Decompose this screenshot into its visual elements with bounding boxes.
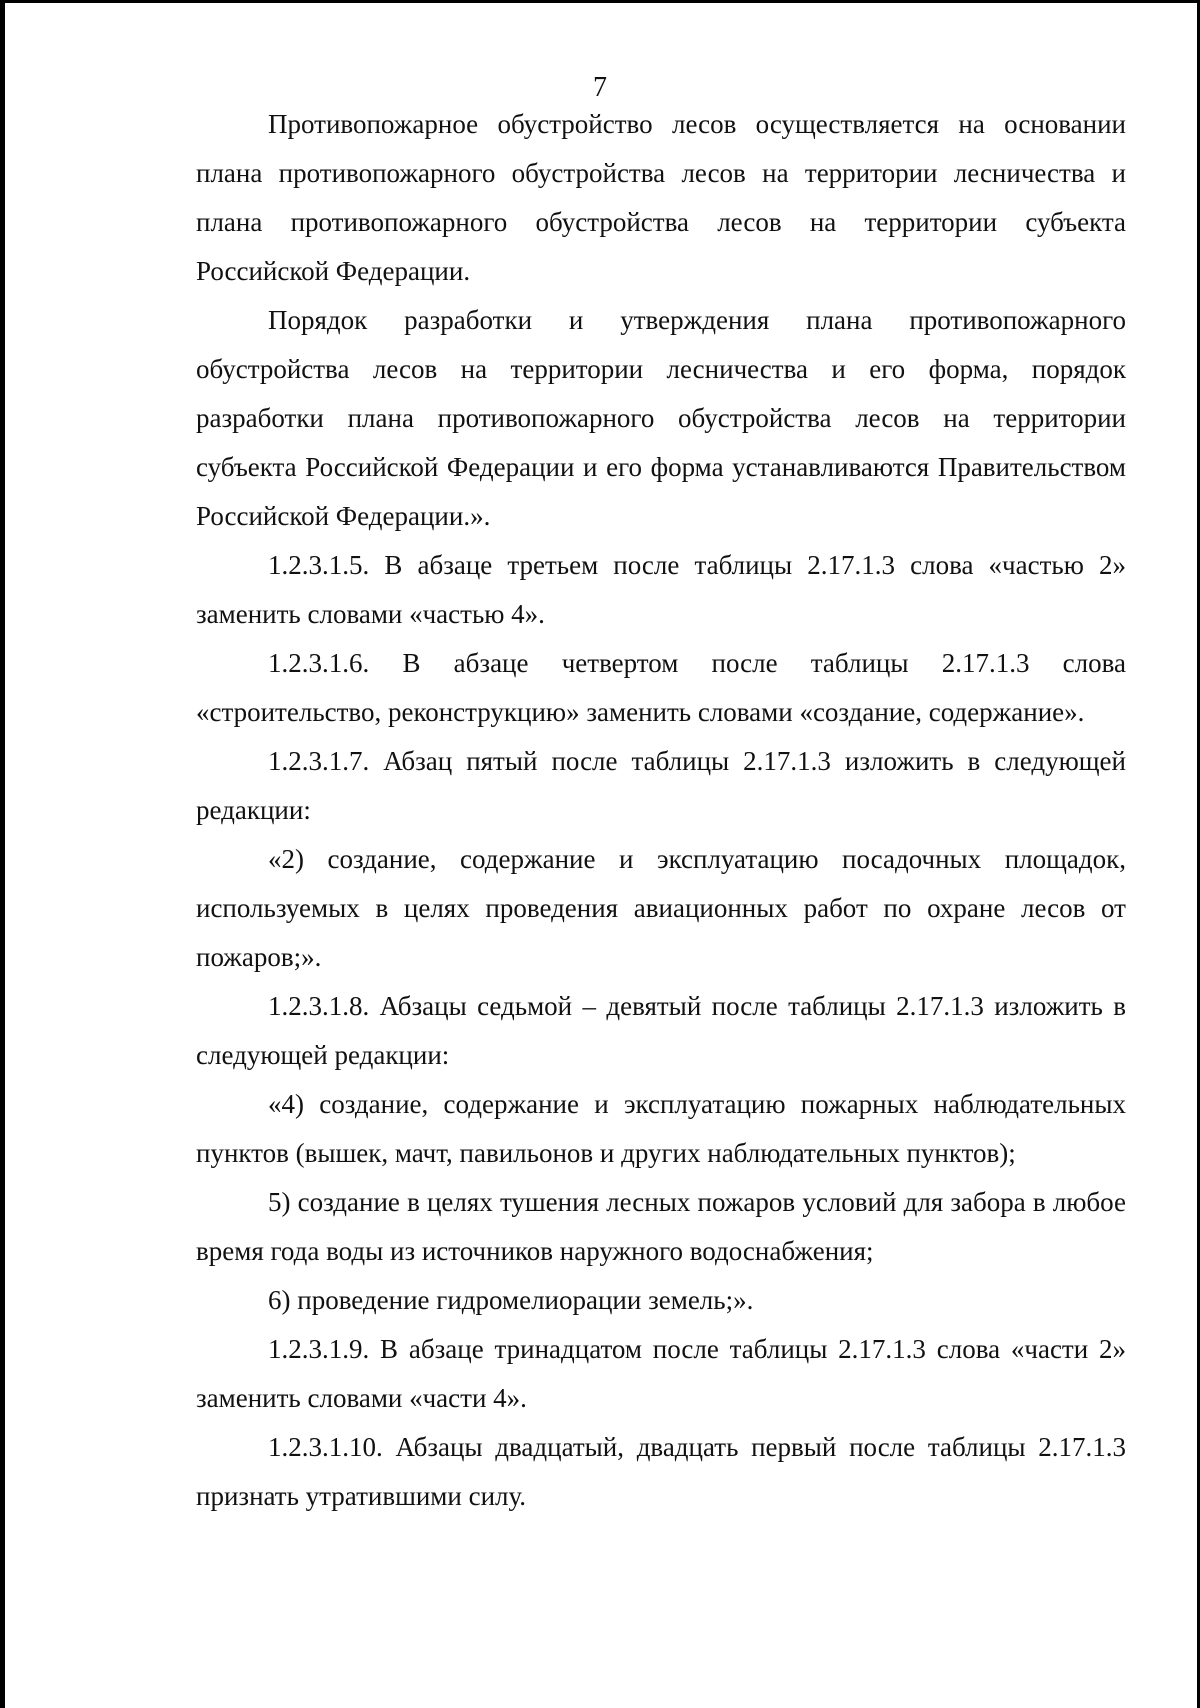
- scan-border-left: [0, 0, 5, 1708]
- paragraph-1-2-3-1-7: 1.2.3.1.7. Абзац пятый после таблицы 2.17.1.3 изложить в следующей редакции:: [196, 746, 1126, 825]
- paragraph-plan-procedure: Порядок разработки и утверждения плана противопожарного обустройства лесов на территории лесничества и его форма, порядок разработки плана противопожарного обустройства лесов на территории субъекта Российской Федерации и его форма устанавливаются Правительством Российской Федерации.».: [196, 305, 1126, 531]
- page-number: 7: [593, 72, 607, 103]
- paragraph-item-2-landing-sites: «2) создание, содержание и эксплуатацию посадочных площадок, используемых в целях проведения авиационных работ по охране лесов от пожаров;».: [196, 844, 1126, 972]
- paragraph-item-5-water-intake: 5) создание в целях тушения лесных пожаров условий для забора в любое время года воды из источников наружного водоснабжения;: [196, 1187, 1126, 1266]
- scan-border-top: [0, 0, 1200, 3]
- paragraph-1-2-3-1-5: 1.2.3.1.5. В абзаце третьем после таблицы 2.17.1.3 слова «частью 2» заменить словами «частью 4».: [196, 550, 1126, 629]
- paragraph-item-6-hydromelioration: 6) проведение гидромелиорации земель;».: [268, 1285, 754, 1315]
- paragraph-1-2-3-1-8: 1.2.3.1.8. Абзацы седьмой – девятый после таблицы 2.17.1.3 изложить в следующей редакции:: [196, 991, 1126, 1070]
- document-body: [196, 100, 1126, 1521]
- paragraph-1-2-3-1-6: 1.2.3.1.6. В абзаце четвертом после таблицы 2.17.1.3 слова «строительство, реконструкцию» заменить словами «создание, содержание».: [196, 648, 1126, 727]
- paragraph-item-4-observation-points: «4) создание, содержание и эксплуатацию пожарных наблюдательных пунктов (вышек, мачт, павильонов и других наблюдательных пунктов);: [196, 1089, 1126, 1168]
- paragraph-1-2-3-1-9: 1.2.3.1.9. В абзаце тринадцатом после таблицы 2.17.1.3 слова «части 2» заменить словами «части 4».: [196, 1334, 1126, 1413]
- paragraph-1-2-3-1-10: 1.2.3.1.10. Абзацы двадцатый, двадцать первый после таблицы 2.17.1.3 признать утратившими силу.: [196, 1432, 1126, 1511]
- paragraph-fire-arrangement-basis: Противопожарное обустройство лесов осуществляется на основании плана противопожарного обустройства лесов на территории лесничества и плана противопожарного обустройства лесов на территории субъекта Российской Федерации.: [196, 109, 1126, 286]
